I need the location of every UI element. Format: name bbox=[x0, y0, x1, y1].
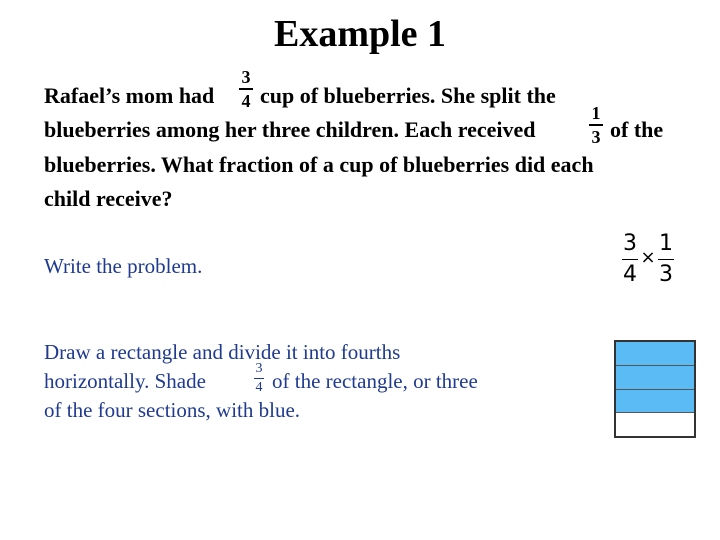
fraction-numerator: 1 bbox=[659, 231, 673, 256]
step-write-problem: Write the problem. bbox=[44, 254, 203, 278]
fraction-denominator: 3 bbox=[659, 262, 673, 287]
fraction-three-fourths bbox=[236, 68, 256, 110]
fraction-denominator: 4 bbox=[241, 91, 251, 111]
problem-line-4: child receive? bbox=[44, 186, 173, 211]
problem-line-2-start: blueberries among her three children. Each received bbox=[44, 117, 536, 142]
problem-line-3: blueberries. What fraction of a cup of blueberries did each bbox=[44, 152, 594, 177]
shaded-section bbox=[616, 342, 694, 366]
fraction-denominator: 4 bbox=[623, 262, 637, 287]
expression-left-fraction bbox=[620, 232, 640, 287]
problem-line-2-end: of the bbox=[610, 117, 664, 142]
fraction-bar bbox=[254, 378, 264, 379]
shaded-section bbox=[616, 366, 694, 390]
unshaded-section bbox=[616, 413, 694, 436]
shaded-section bbox=[616, 390, 694, 414]
multiply-sign: × bbox=[640, 247, 656, 268]
problem-line-1-start: Rafael’s mom had bbox=[44, 83, 215, 108]
step-draw-line-2-end: of the rectangle, or three bbox=[272, 369, 478, 393]
fraction-bar bbox=[239, 88, 253, 90]
expression-right-fraction bbox=[656, 232, 676, 287]
fraction-bar bbox=[622, 259, 638, 260]
step-draw-line-3: of the four sections, with blue. bbox=[44, 398, 301, 422]
step-draw-line-2-start: horizontally. Shade bbox=[44, 369, 206, 393]
step-draw-line-1: Draw a rectangle and divide it into fourths bbox=[44, 340, 401, 364]
problem-line-1-end: cup of blueberries. She split the bbox=[260, 83, 556, 108]
fraction-numerator: 3 bbox=[255, 361, 263, 376]
fraction-denominator: 3 bbox=[591, 127, 601, 147]
fraction-three-fourths-small bbox=[251, 362, 267, 395]
fraction-bar bbox=[589, 124, 603, 126]
multiplication-expression bbox=[618, 232, 678, 290]
fraction-one-third bbox=[586, 104, 606, 146]
fraction-bar bbox=[658, 259, 674, 260]
fraction-numerator: 1 bbox=[591, 103, 601, 123]
problem-line-1 bbox=[44, 83, 214, 109]
fraction-rectangle-model bbox=[614, 340, 696, 438]
fraction-denominator: 4 bbox=[255, 380, 263, 395]
fraction-numerator: 3 bbox=[241, 67, 251, 87]
fraction-numerator: 3 bbox=[623, 231, 637, 256]
slide-title: Example 1 bbox=[273, 13, 447, 55]
